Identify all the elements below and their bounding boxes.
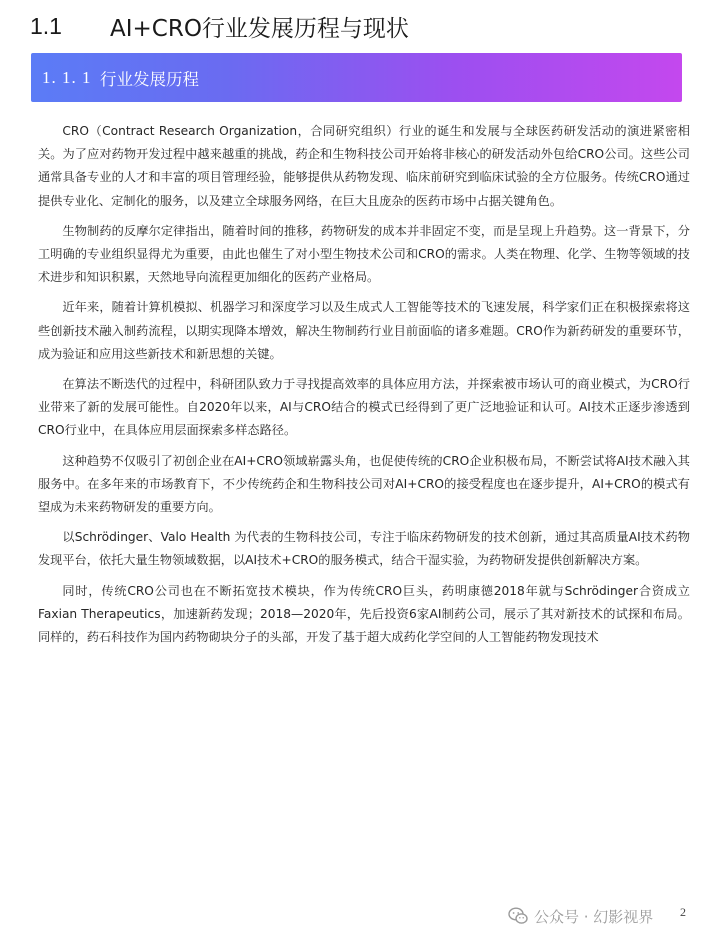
paragraph: 在算法不断迭代的过程中，科研团队致力于寻找提高效率的具体应用方法，并探索被市场认可的商业模式，为CRO行业带来了新的发展可能性。自2020年以来，AI与CRO结合的模式已经得到了更广泛地验证和认可。AI技术正逐步渗透到CRO行业中，在具体应用层面探索多样态路径。 xyxy=(38,377,690,438)
watermark xyxy=(508,903,653,929)
body-text xyxy=(38,120,690,656)
section-title: AI+CRO行业发展历程与现状 xyxy=(110,15,409,42)
subsection-title: 行业发展历程 xyxy=(100,69,199,89)
watermark-text: 公众号 · 幻影视界 xyxy=(534,907,654,926)
paragraph: 同时，传统CRO公司也在不断拓宽技术模块，作为传统CRO巨头，药明康德2018年就与Schrödinger合资成立Faxian Therapeutics，加速新药发现；2018—2020年，先后投资6家AI制药公司，展示了其对新技术的试探和布局。同样的，药石科技作为国内药物砌块分子的头部，开发了基于超大成药化学空间的人工智能药物发现技术 xyxy=(38,583,690,645)
section-number: 1.1 xyxy=(30,12,62,39)
page-number: 2 xyxy=(680,905,686,919)
paragraph: CRO（Contract Research Organization，合同研究组织）行业的诞生和发展与全球医药研发活动的演进紧密相关。为了应对药物开发过程中越来越重的挑战，药企和生物科技公司开始将非核心的研发活动外包给CRO公司。这些公司通常具备专业的人才和丰富的项目管理经验，能够提供从药物发现、临床前研究到临床试验的全方位服务。传统CRO通过提供专业化、定制化的服务，以及建立全球服务网络，在巨大且庞杂的医药市场中占据关键角色。 xyxy=(38,124,690,208)
paragraph: 生物制药的反摩尔定律指出，随着时间的推移，药物研发的成本并非固定不变，而是呈现上升趋势。这一背景下，分工明确的专业组织显得尤为重要，由此也催生了对小型生物技术公司和CRO的需求。人类在物理、化学、生物等领域的技术进步和知识积累，天然地导向流程更加细化的医药产业格局。 xyxy=(38,223,690,285)
paragraph: 以Schrödinger、Valo Health 为代表的生物科技公司，专注于临床药物研发的技术创新，通过其高质量AI技术药物发现平台，依托大量生物领域数据，以AI技术+CRO的服务模式，结合干湿实验，为药物研发提供创新解决方案。 xyxy=(38,530,690,568)
paragraph: 这种趋势不仅吸引了初创企业在AI+CRO领域崭露头角，也促使传统的CRO企业积极布局，不断尝试将AI技术融入其服务中。在多年来的市场教育下，不少传统药企和生物科技公司对AI+CRO的接受程度也在逐步提升，AI+CRO的模式有望成为未来药物研发的重要方向。 xyxy=(38,453,690,515)
section-heading xyxy=(30,8,409,44)
subsection-number: 1. 1. 1 xyxy=(42,67,92,87)
wechat-icon xyxy=(508,907,528,925)
paragraph: 近年来，随着计算机模拟、机器学习和深度学习以及生成式人工智能等技术的飞速发展，科学家们正在积极探索将这些创新技术融入制药流程，以期实现降本增效，解决生物制药行业目前面临的诸多难题。CRO作为新药研发的重要环节，成为验证和应用这些新技术和新思想的关键。 xyxy=(38,300,690,361)
subsection-banner xyxy=(31,53,682,102)
